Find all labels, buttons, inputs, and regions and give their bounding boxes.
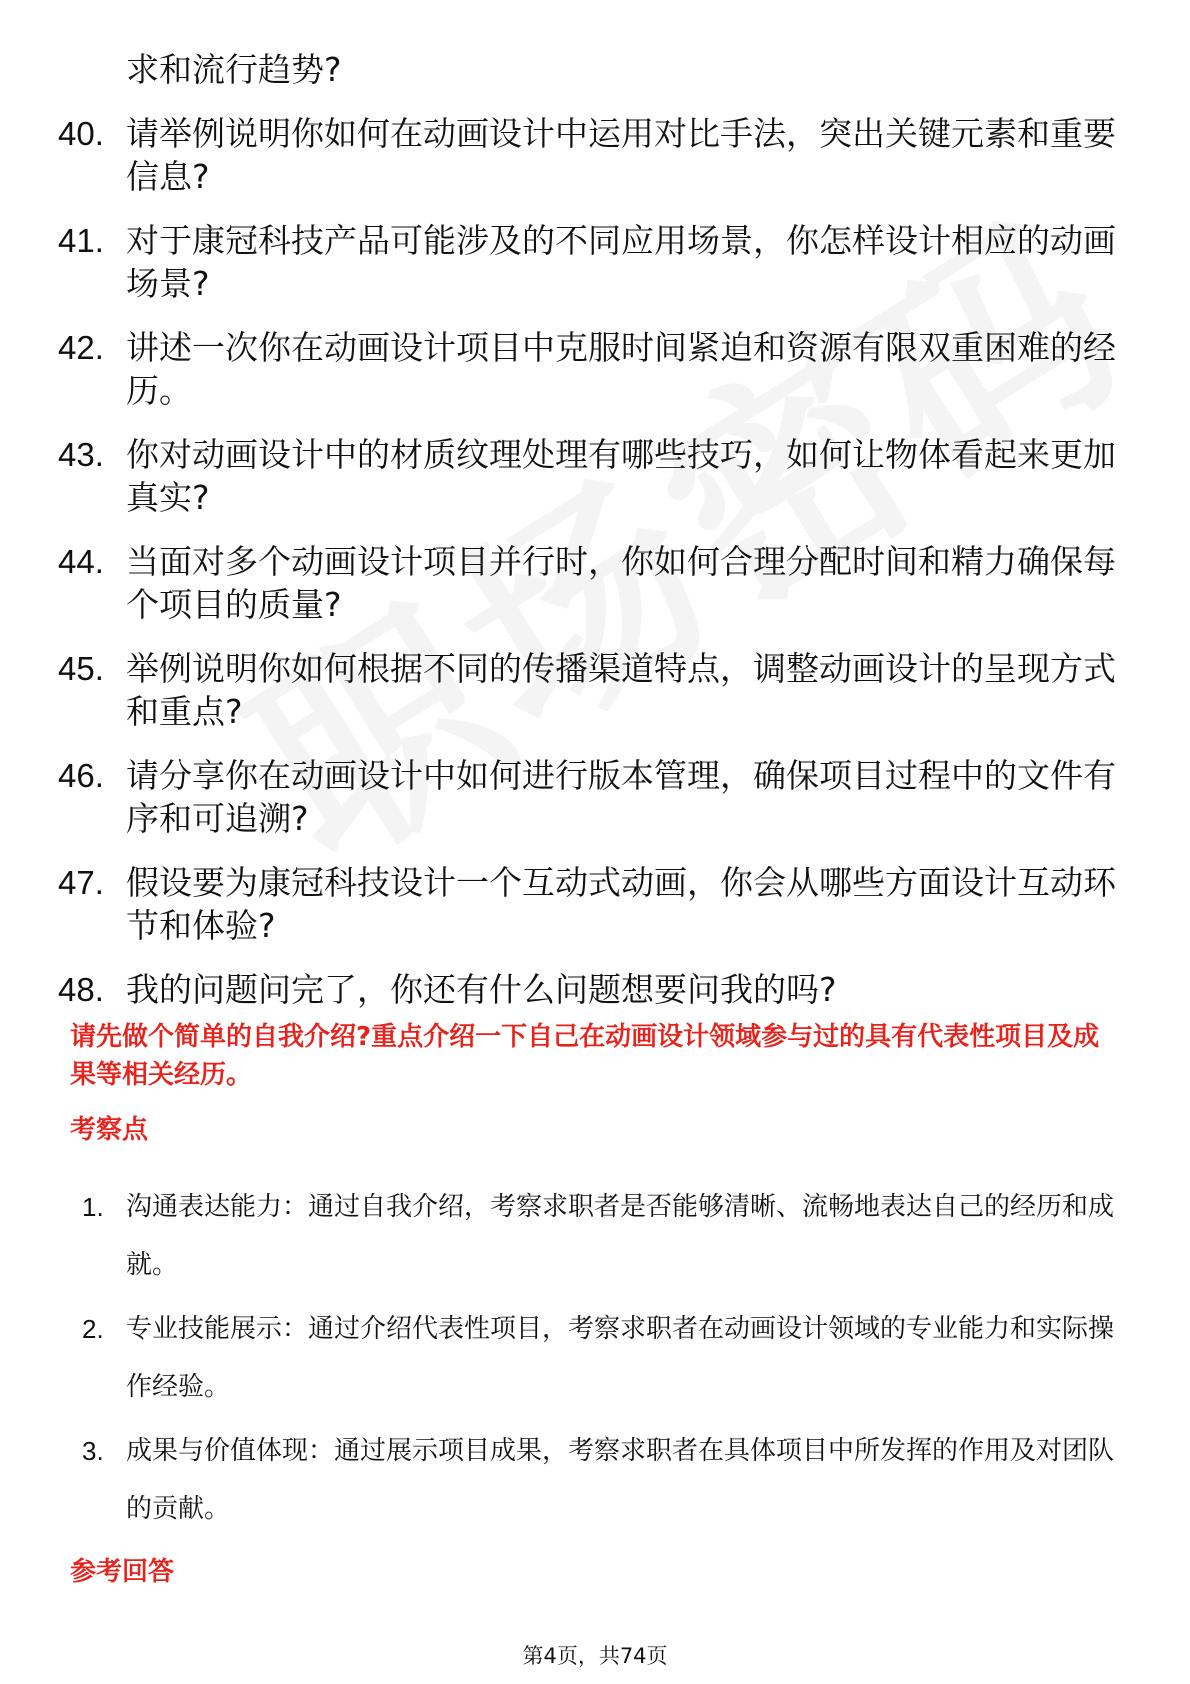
list-item bbox=[58, 647, 1118, 733]
list-item bbox=[58, 112, 1118, 198]
question-number: 41. bbox=[58, 222, 104, 259]
question-text: 假设要为康冠科技设计一个互动式动画，你会从哪些方面设计互动环节和体验? bbox=[126, 863, 1116, 945]
list-item bbox=[82, 1178, 1120, 1294]
page-footer: 第4页，共74页 bbox=[522, 1644, 668, 1668]
question-text: 我的问题问完了，你还有什么问题想要问我的吗? bbox=[126, 970, 837, 1009]
question-text: 请举例说明你如何在动画设计中运用对比手法，突出关键元素和重要信息? bbox=[126, 114, 1116, 196]
question-text: 对于康冠科技产品可能涉及的不同应用场景，你怎样设计相应的动画场景? bbox=[126, 221, 1116, 303]
question-text: 讲述一次你在动画设计项目中克服时间紧迫和资源有限双重困难的经历。 bbox=[126, 328, 1116, 410]
question-continuation: 求和流行趋势? bbox=[126, 50, 342, 89]
question-text: 你对动画设计中的材质纹理处理有哪些技巧，如何让物体看起来更加真实? bbox=[126, 435, 1116, 517]
question-number: 40. bbox=[58, 115, 104, 152]
question-text: 当面对多个动画设计项目并行时，你如何合理分配时间和精力确保每个项目的质量? bbox=[126, 542, 1116, 624]
point-number: 3. bbox=[82, 1436, 104, 1466]
point-number: 2. bbox=[82, 1314, 104, 1344]
highlighted-question: 请先做个简单的自我介绍?重点介绍一下自己在动画设计领域参与过的具有代表性项目及成果等相关经历。 bbox=[70, 1022, 1100, 1090]
question-number: 47. bbox=[58, 864, 104, 901]
question-number: 45. bbox=[58, 650, 104, 687]
question-text: 请分享你在动画设计中如何进行版本管理，确保项目过程中的文件有序和可追溯? bbox=[126, 756, 1116, 838]
list-item bbox=[58, 219, 1118, 305]
question-number: 43. bbox=[58, 436, 104, 473]
list-item bbox=[82, 1300, 1120, 1416]
answer-heading: 参考回答 bbox=[70, 1557, 175, 1587]
point-text: 沟通表达能力：通过自我介绍，考察求职者是否能够清晰、流畅地表达自己的经历和成就。 bbox=[126, 1192, 1115, 1280]
list-item bbox=[58, 433, 1118, 519]
assessment-list bbox=[82, 1178, 1120, 1544]
question-list bbox=[58, 48, 1118, 1032]
list-item bbox=[58, 754, 1118, 840]
question-number: 42. bbox=[58, 329, 104, 366]
list-item bbox=[58, 540, 1118, 626]
point-number: 1. bbox=[82, 1192, 104, 1222]
point-text: 专业技能展示：通过介绍代表性项目，考察求职者在动画设计领域的专业能力和实际操作经验。 bbox=[126, 1314, 1115, 1402]
question-number: 44. bbox=[58, 543, 104, 580]
list-item bbox=[58, 968, 1118, 1011]
question-number: 48. bbox=[58, 971, 104, 1008]
list-item bbox=[58, 861, 1118, 947]
list-item bbox=[58, 326, 1118, 412]
question-text: 举例说明你如何根据不同的传播渠道特点，调整动画设计的呈现方式和重点? bbox=[126, 649, 1116, 731]
assessment-heading: 考察点 bbox=[70, 1115, 149, 1145]
list-item bbox=[82, 1422, 1120, 1538]
question-number: 46. bbox=[58, 757, 104, 794]
point-text: 成果与价值体现：通过展示项目成果，考察求职者在具体项目中所发挥的作用及对团队的贡献。 bbox=[126, 1436, 1115, 1524]
